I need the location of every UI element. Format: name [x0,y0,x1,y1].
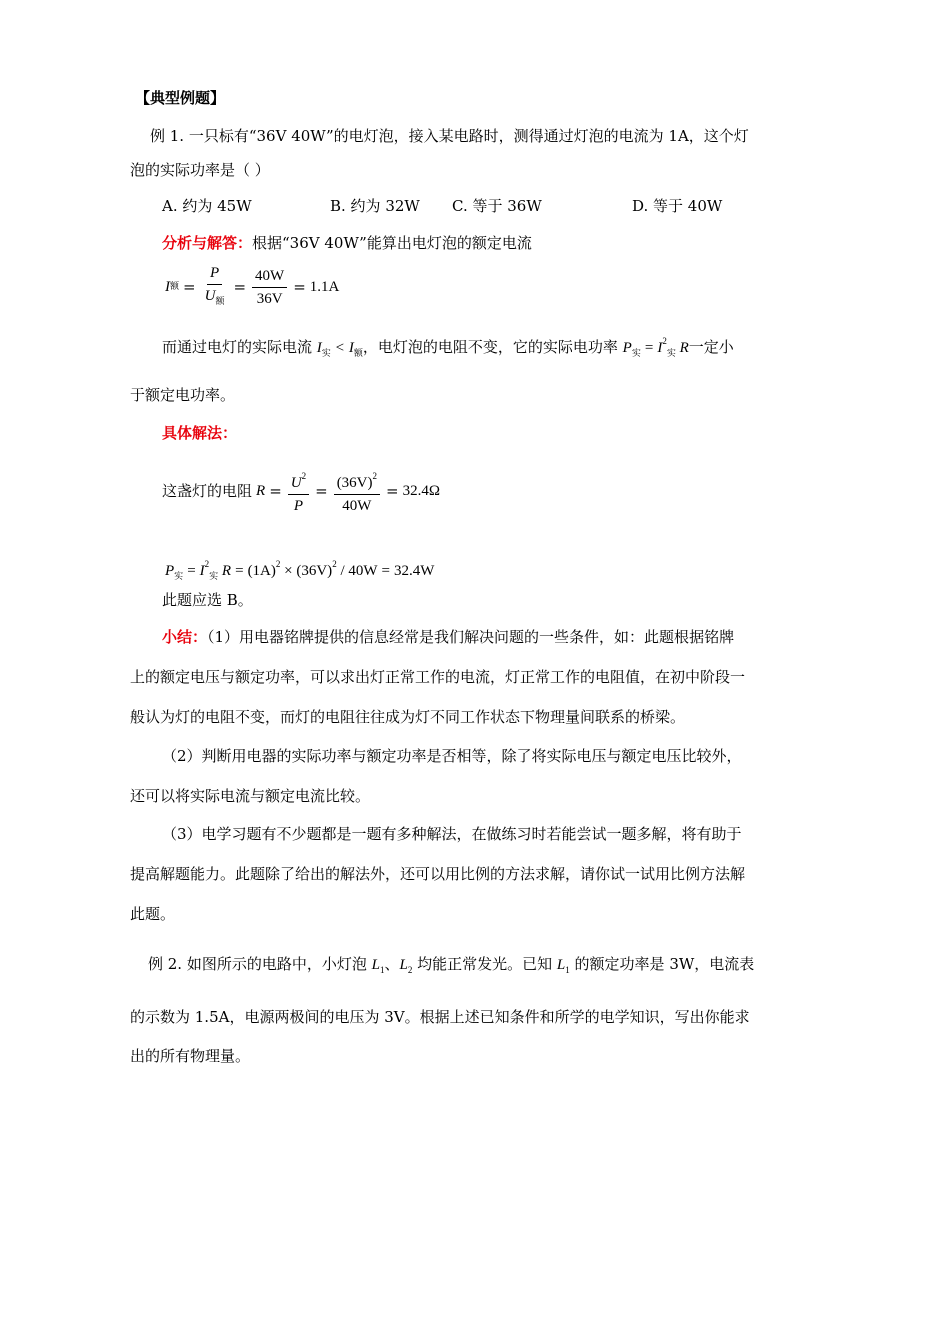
fraction-40w-over-36v: $\frac{40W}{36V}$ [252,267,287,308]
ex2-line2: 的示数为 1.5A，电源两极间的电压为 3V。根据上述已知条件和所学的电学知识，写出你能求 [130,1008,750,1026]
symbol-i-rated: $I_额$ [348,340,363,358]
formula-resistance: 这盏灯的电阻 R = $\frac{U^2}{P}$ = $\frac{(36V)^2}{40W}$ = 32.4Ω [162,466,440,516]
formula-result-resistance: 32.4Ω [402,483,440,499]
formula-result-current: 1.1A [309,279,340,295]
analysis-text: 根据“36V 40W”能算出电灯泡的额定电流 [252,234,532,252]
symbol-l1-second: $L_1$ [556,957,570,975]
formula-result-power: 32.4W [393,563,435,579]
summary-label: 小结： [162,628,208,646]
option-a: A. 约为 45W [162,197,252,215]
formula-symbol-i: I [165,279,170,295]
formula-rated-current: I 额 = $\frac{P}{U_额}$ = $\frac{40W}{36V}$ = 1.1A [165,264,339,310]
symbol-l1: $L_1$ [371,957,385,975]
ex1-question-line2: 泡的实际功率是（ ） [130,161,270,179]
ex1-options [0,194,950,218]
summary-point2-line2: 还可以将实际电流与额定电流比较。 [130,787,371,805]
analysis-label: 分析与解答： [162,234,253,252]
fraction-p-over-u: $\frac{P}{U_额}$ [204,265,225,306]
summary-point3-line1: （3）电学习题有不少题都是一题有多种解法，在做练习时若能尝试一题多解，将有助于 [162,825,742,843]
symbol-l2: $L_2$ [399,957,413,975]
option-d: D. 等于 40W [632,197,723,215]
reason-line2: 于额定电功率。 [130,386,236,404]
option-b: B. 约为 32W [330,197,420,215]
summary-point3-line3: 此题。 [130,905,176,923]
summary-line3: 般认为灯的电阻不变，而灯的电阻往往成为灯不同工作状态下物理量间联系的桥梁。 [130,708,686,726]
summary-line2: 上的额定电压与额定功率，可以求出灯正常工作的电流，灯正常工作的电阻值，在初中阶段一 [130,668,746,686]
formula-actual-power: $P_实 = I^2_实$ $R = (1A)^2 \times (36V)^2 / 40W = 32.4W$ [165,559,435,581]
ex1-question-line1: 例 1. 一只标有“36V 40W”的电灯泡，接入某电路时，测得通过灯泡的电流为 1A，这个灯 [150,127,749,145]
method-label: 具体解法： [162,424,238,442]
section-heading: 【典型例题】 [135,89,226,107]
analysis-line [162,231,532,255]
formula-p-actual: $P_实 = I^2_实$ R [622,336,689,358]
answer-line: 此题应选 B。 [162,591,253,609]
summary-line1: 小结：（1）用电器铭牌提供的信息经常是我们解决问题的一些条件，如：此题根据铭牌 [162,628,735,646]
summary-point3-line2: 提高解题能力。此题除了给出的解法外，还可以用比例的方法求解，请你试一试用比例方法解 [130,865,746,883]
formula-sub-rated: 额 [170,282,180,292]
summary-point2-line1: （2）判断用电器的实际功率与额定功率是否相等，除了将实际电压与额定电压比较外， [162,747,742,765]
symbol-i-actual: $I_实$ [316,340,331,358]
fraction-u2-over-p: $\frac{U^2}{P}$ [288,467,309,515]
ex2-line3: 出的所有物理量。 [130,1047,251,1065]
ex2-line1: 例 2. 如图所示的电路中，小灯泡 $L_1$、$L_2$ 均能正常发光。已知 $L_1$ 的额定功率是 3W，电流表 [148,955,755,975]
fraction-36v2-over-40w: $\frac{(36V)^2}{40W}$ [334,467,380,515]
option-c: C. 等于 36W [452,197,542,215]
reason-line: 而通过电灯的实际电流 $I_实 < I_额$，电灯泡的电阻不变，它的实际电功率 $P_实 = I^2_实$ R一定小 [162,336,734,358]
